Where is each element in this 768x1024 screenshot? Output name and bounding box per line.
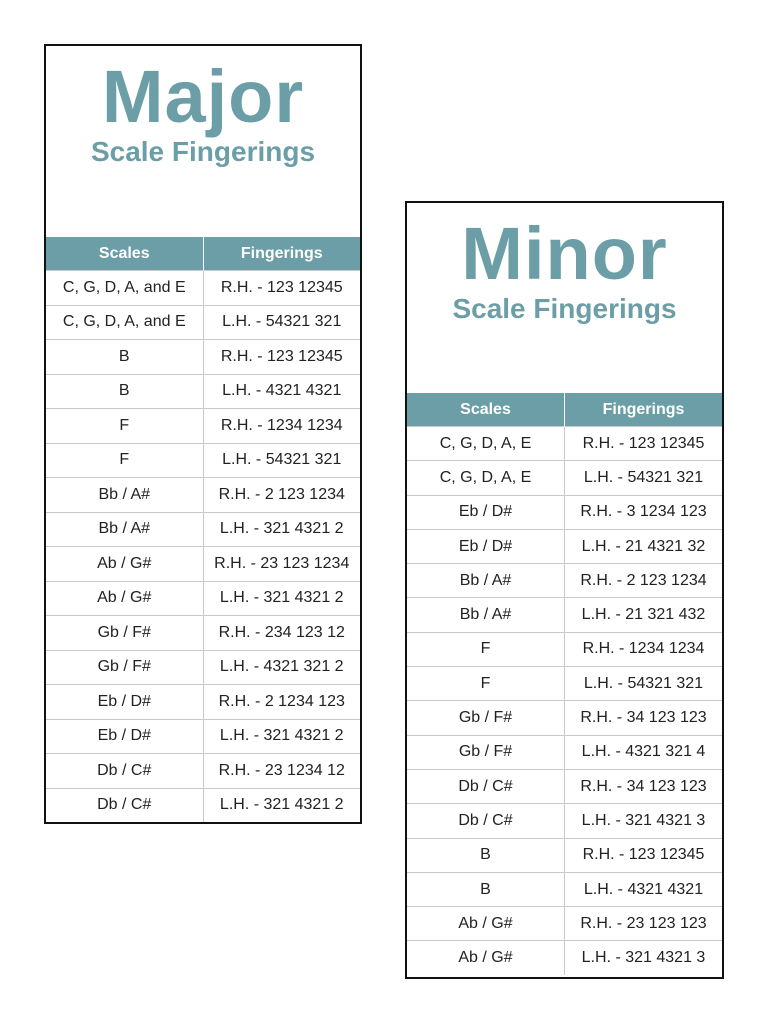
fingering-cell: R.H. - 2 123 1234 xyxy=(565,564,723,598)
scale-cell: Ab / G# xyxy=(46,547,203,582)
scale-cell: F xyxy=(407,632,565,666)
major-header-row xyxy=(46,237,360,271)
fingering-cell: R.H. - 234 123 12 xyxy=(203,616,360,651)
scale-cell: C, G, D, A, E xyxy=(407,427,565,461)
fingering-cell: L.H. - 21 4321 32 xyxy=(565,529,723,563)
fingering-cell: R.H. - 23 1234 12 xyxy=(203,754,360,789)
table-row xyxy=(46,685,360,720)
scale-cell: Bb / A# xyxy=(46,478,203,513)
fingering-cell: L.H. - 4321 321 2 xyxy=(203,650,360,685)
scale-cell: Gb / F# xyxy=(407,735,565,769)
minor-table-body xyxy=(407,427,722,975)
scale-cell: Gb / F# xyxy=(407,701,565,735)
table-row xyxy=(407,941,722,975)
table-row xyxy=(46,512,360,547)
fingering-cell: R.H. - 1234 1234 xyxy=(203,409,360,444)
scale-cell: Gb / F# xyxy=(46,616,203,651)
fingering-cell: L.H. - 54321 321 xyxy=(565,667,723,701)
table-row xyxy=(46,719,360,754)
fingering-cell: R.H. - 34 123 123 xyxy=(565,701,723,735)
scale-cell: C, G, D, A, E xyxy=(407,461,565,495)
major-header-scales: Scales xyxy=(46,237,203,271)
table-row xyxy=(46,271,360,306)
scale-cell: F xyxy=(46,409,203,444)
scale-cell: F xyxy=(46,443,203,478)
fingering-cell: R.H. - 34 123 123 xyxy=(565,769,723,803)
scale-cell: Ab / G# xyxy=(407,941,565,975)
table-row xyxy=(407,632,722,666)
table-row xyxy=(407,907,722,941)
major-scale-card xyxy=(44,44,362,824)
table-row xyxy=(407,564,722,598)
fingering-cell: L.H. - 321 4321 2 xyxy=(203,719,360,754)
fingering-cell: L.H. - 321 4321 3 xyxy=(565,941,723,975)
scale-cell: C, G, D, A, and E xyxy=(46,305,203,340)
major-table-body xyxy=(46,271,360,823)
minor-scale-card xyxy=(405,201,724,979)
major-fingerings-table xyxy=(46,237,360,822)
scale-cell: Eb / D# xyxy=(46,719,203,754)
fingering-cell: L.H. - 4321 4321 xyxy=(565,872,723,906)
fingering-cell: R.H. - 2 123 1234 xyxy=(203,478,360,513)
fingering-cell: L.H. - 4321 4321 xyxy=(203,374,360,409)
fingering-cell: L.H. - 321 4321 2 xyxy=(203,788,360,822)
scale-cell: Bb / A# xyxy=(407,564,565,598)
table-row xyxy=(46,443,360,478)
fingering-cell: L.H. - 321 4321 2 xyxy=(203,581,360,616)
table-row xyxy=(407,804,722,838)
table-row xyxy=(46,305,360,340)
scale-cell: Eb / D# xyxy=(407,495,565,529)
fingering-cell: R.H. - 123 12345 xyxy=(565,427,723,461)
scale-cell: Db / C# xyxy=(407,804,565,838)
table-row xyxy=(407,667,722,701)
fingering-cell: L.H. - 4321 321 4 xyxy=(565,735,723,769)
scale-cell: Eb / D# xyxy=(407,529,565,563)
fingering-cell: R.H. - 3 1234 123 xyxy=(565,495,723,529)
table-row xyxy=(407,838,722,872)
scale-cell: B xyxy=(407,872,565,906)
scale-cell: Gb / F# xyxy=(46,650,203,685)
scale-cell: B xyxy=(407,838,565,872)
major-header-fingerings: Fingerings xyxy=(203,237,360,271)
table-row xyxy=(46,581,360,616)
minor-header-fingerings: Fingerings xyxy=(565,393,723,427)
table-row xyxy=(46,409,360,444)
minor-fingerings-table xyxy=(407,393,722,975)
scale-cell: Bb / A# xyxy=(407,598,565,632)
scale-cell: Ab / G# xyxy=(46,581,203,616)
fingering-cell: R.H. - 123 12345 xyxy=(203,271,360,306)
fingering-cell: L.H. - 54321 321 xyxy=(565,461,723,495)
major-subtitle: Scale Fingerings xyxy=(90,136,316,167)
table-row xyxy=(46,340,360,375)
table-row xyxy=(46,547,360,582)
fingering-cell: R.H. - 123 12345 xyxy=(565,838,723,872)
table-row xyxy=(407,598,722,632)
table-row xyxy=(407,735,722,769)
table-row xyxy=(46,478,360,513)
scale-cell: F xyxy=(407,667,565,701)
fingering-cell: L.H. - 321 4321 2 xyxy=(203,512,360,547)
scale-cell: B xyxy=(46,374,203,409)
scale-cell: Ab / G# xyxy=(407,907,565,941)
fingering-cell: L.H. - 54321 321 xyxy=(203,305,360,340)
minor-title-block xyxy=(407,203,722,393)
fingering-cell: R.H. - 23 123 1234 xyxy=(203,547,360,582)
fingering-cell: R.H. - 123 12345 xyxy=(203,340,360,375)
minor-subtitle: Scale Fingerings xyxy=(452,293,677,324)
table-row xyxy=(407,461,722,495)
table-row xyxy=(46,616,360,651)
table-row xyxy=(46,650,360,685)
table-row xyxy=(407,529,722,563)
fingering-cell: R.H. - 1234 1234 xyxy=(565,632,723,666)
fingering-cell: L.H. - 21 321 432 xyxy=(565,598,723,632)
table-row xyxy=(407,701,722,735)
table-row xyxy=(46,374,360,409)
scale-cell: Db / C# xyxy=(46,788,203,822)
table-row xyxy=(407,769,722,803)
fingering-cell: L.H. - 321 4321 3 xyxy=(565,804,723,838)
table-row xyxy=(407,495,722,529)
fingering-cell: R.H. - 2 1234 123 xyxy=(203,685,360,720)
scale-cell: C, G, D, A, and E xyxy=(46,271,203,306)
fingering-cell: L.H. - 54321 321 xyxy=(203,443,360,478)
table-row xyxy=(407,427,722,461)
minor-title: Minor xyxy=(461,212,668,295)
scale-cell: B xyxy=(46,340,203,375)
scale-cell: Bb / A# xyxy=(46,512,203,547)
table-row xyxy=(46,754,360,789)
scale-cell: Db / C# xyxy=(46,754,203,789)
fingering-cell: R.H. - 23 123 123 xyxy=(565,907,723,941)
table-row xyxy=(407,872,722,906)
scale-cell: Db / C# xyxy=(407,769,565,803)
minor-header-scales: Scales xyxy=(407,393,565,427)
table-row xyxy=(46,788,360,822)
scale-cell: Eb / D# xyxy=(46,685,203,720)
major-title: Major xyxy=(101,55,305,138)
minor-header-row xyxy=(407,393,722,427)
major-title-block xyxy=(46,46,360,237)
